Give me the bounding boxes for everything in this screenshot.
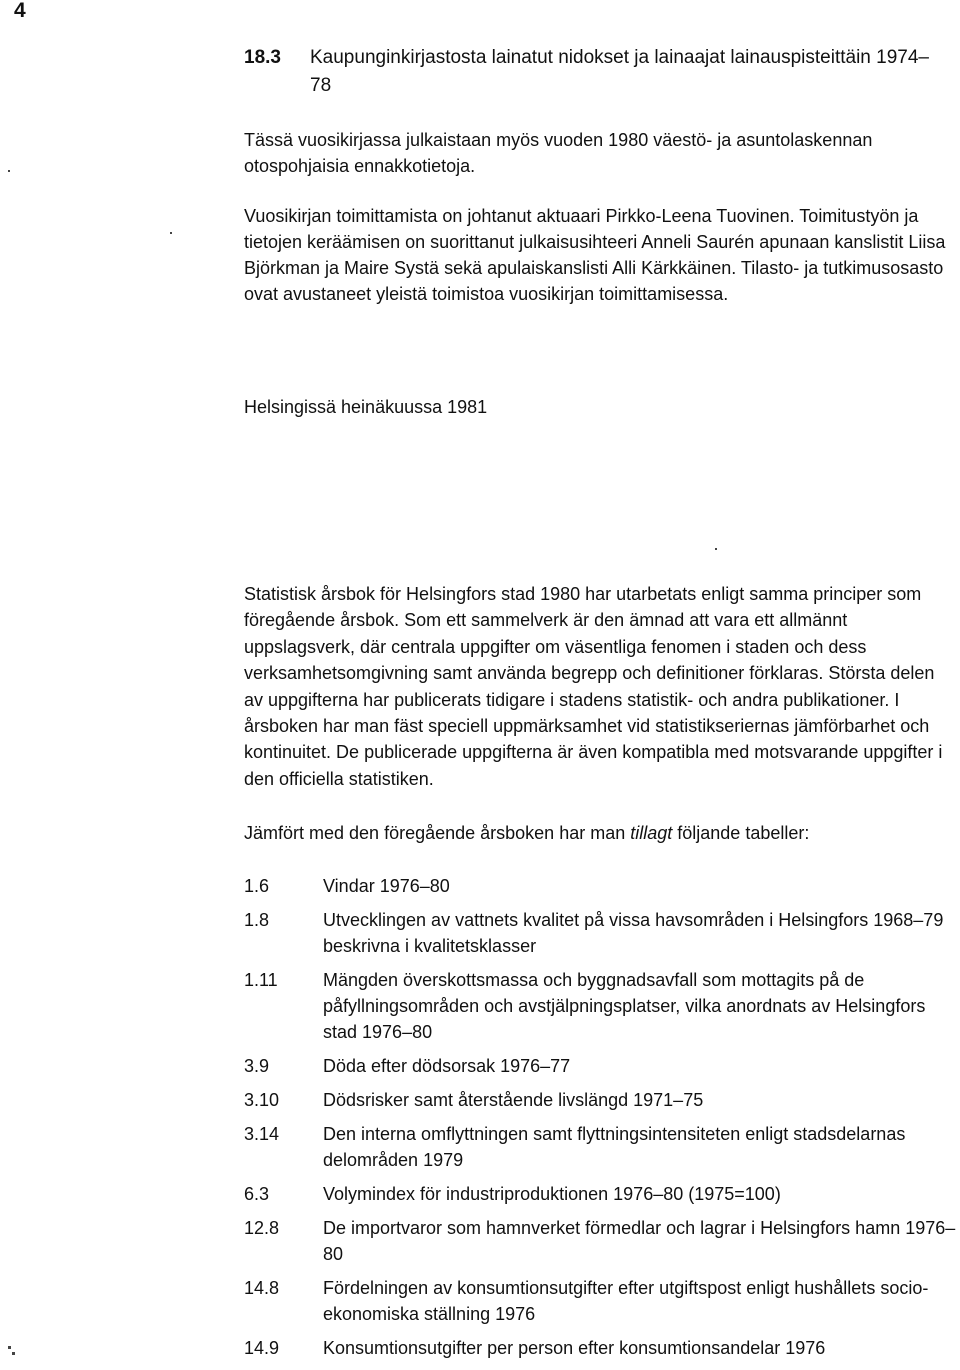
table-description: Fördelningen av konsumtionsutgifter efter utgiftspost enligt hushållets socio-ekonomiska ställning 1976 bbox=[323, 1278, 929, 1324]
scan-speck bbox=[8, 170, 10, 172]
table-description: Volymindex för industriproduktionen 1976–80 (1975=100) bbox=[323, 1184, 781, 1204]
table-row bbox=[244, 1215, 960, 1267]
table-description: Den interna omflyttningen samt flyttningsintensiteten enligt stadsdelarnas delområden 1979 bbox=[323, 1124, 906, 1170]
table-number: 14.9 bbox=[244, 1338, 280, 1358]
finnish-signoff: Helsingissä heinäkuussa 1981 bbox=[244, 397, 488, 417]
table-row bbox=[244, 1121, 960, 1173]
table-number: 14.8 bbox=[244, 1278, 280, 1298]
table-row bbox=[244, 1087, 960, 1113]
table-number: 12.8 bbox=[244, 1218, 280, 1238]
table-description: Dödsrisker samt återstående livslängd 1971–75 bbox=[323, 1090, 704, 1110]
table-number: 1.8 bbox=[244, 910, 270, 930]
table-row bbox=[244, 873, 960, 899]
swedish-paragraph-2 bbox=[244, 820, 956, 846]
table-description: Mängden överskottsmassa och byggnadsavfall som mottagits på de påfyllningsområden och avstjälpningsplatser, vilka anordnats av Helsingfors stad 1976–80 bbox=[323, 970, 926, 1042]
table-number: 3.9 bbox=[244, 1056, 270, 1076]
table-description: De importvaror som hamnverket förmedlar och lagrar i Helsingfors hamn 1976–80 bbox=[323, 1218, 956, 1264]
table-description: Döda efter dödsorsak 1976–77 bbox=[323, 1056, 571, 1076]
table-description: Vindar 1976–80 bbox=[323, 876, 450, 896]
table-description: Konsumtionsutgifter per person efter konsumtionsandelar 1976 bbox=[323, 1338, 826, 1358]
section-heading-text: Kaupunginkirjastosta lainatut nidokset ja lainaajat lainauspisteittäin 1974–78 bbox=[310, 47, 929, 96]
table-row bbox=[244, 1275, 960, 1327]
swedish-paragraph-2-start: Jämfört med den föregående årsboken har man bbox=[244, 823, 631, 843]
table-row bbox=[244, 907, 960, 959]
swedish-paragraph-2-emphasis: tillagt bbox=[630, 823, 673, 843]
table-number: 1.6 bbox=[244, 876, 270, 896]
table-row bbox=[244, 967, 960, 1045]
scan-speck bbox=[8, 1346, 11, 1349]
section-heading-number: 18.3 bbox=[244, 47, 281, 68]
table-row bbox=[244, 1335, 960, 1361]
table-number: 3.10 bbox=[244, 1090, 280, 1110]
finnish-paragraph-1: Tässä vuosikirjassa julkaistaan myös vuoden 1980 väestö- ja asuntolaskennan otospohjaisia ennakkotietoja. bbox=[244, 130, 873, 176]
added-tables-list bbox=[244, 873, 960, 1369]
table-number: 6.3 bbox=[244, 1184, 270, 1204]
scan-speck bbox=[715, 548, 717, 550]
page-number: 4 bbox=[14, 0, 26, 22]
scan-speck bbox=[170, 232, 172, 234]
table-number: 3.14 bbox=[244, 1124, 280, 1144]
finnish-paragraph-2: Vuosikirjan toimittamista on johtanut aktuaari Pirkko-Leena Tuovinen. Toimitustyön ja tietojen keräämisen on suorittanut julkaisusihteeri Anneli Saurén apunaan kanslistit Liisa Björkman ja Maire Systä sekä apulaiskanslisti Alli Kärkkäinen. Tilasto- ja tutkimusosasto ovat avustaneet yleistä toimistoa vuosikirjan toimittamisessa. bbox=[244, 206, 946, 304]
swedish-paragraph-1: Statistisk årsbok för Helsingfors stad 1980 har utarbetats enligt samma principer som föregående årsbok. Som ett sammelverk är den ämnad att vara ett allmännt uppslagsverk, där centrala uppgifter om väsentliga fenomen i staden och dess verksamhetsomgivning samt använda begrepp och definitioner förklaras. Största delen av uppgifterna har publicerats tidigare i stadens statistik- och andra publikationer. I årsboken har man fäst speciell uppmärksamhet vid statistikseriernas jämförbarhet och kontinuitet. De publicerade uppgifterna är även kompatibla med motsvarande uppgifter i den officiella statistiken. bbox=[244, 584, 943, 789]
section-heading bbox=[244, 44, 944, 100]
swedish-paragraph-2-end: följande tabeller: bbox=[672, 823, 810, 843]
table-row bbox=[244, 1181, 960, 1207]
table-row bbox=[244, 1053, 960, 1079]
table-description: Utvecklingen av vattnets kvalitet på vissa havsområden i Helsingfors 1968–79 beskrivna i kvalitetsklasser bbox=[323, 910, 944, 956]
table-number: 1.11 bbox=[244, 970, 278, 990]
scan-speck bbox=[12, 1352, 15, 1355]
